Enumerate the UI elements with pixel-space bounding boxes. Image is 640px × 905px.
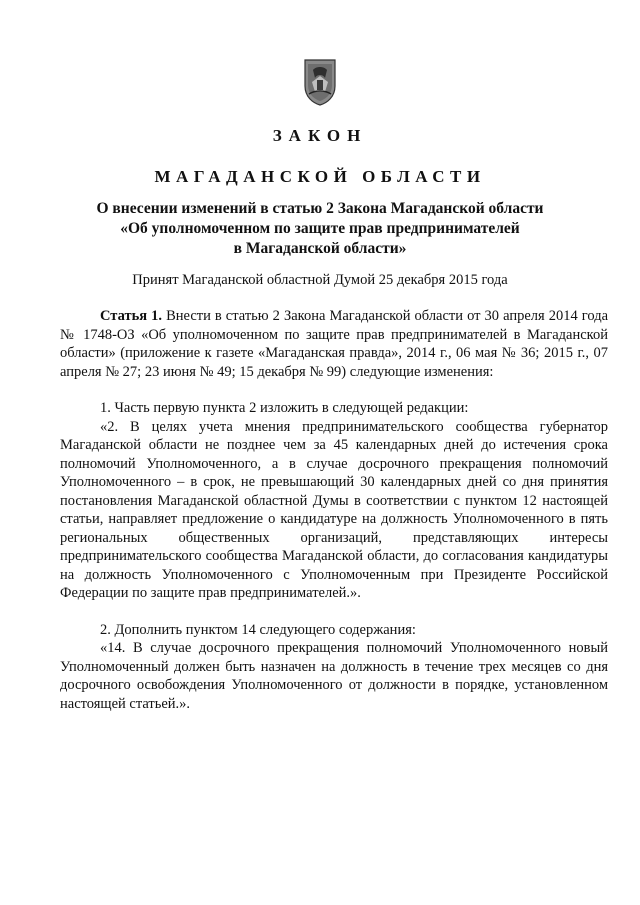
law-heading: ЗАКОН xyxy=(272,126,368,145)
region-heading: МАГАДАНСКОЙ ОБЛАСТИ xyxy=(154,167,486,186)
item-2-text: «14. В случае досрочного прекращения полномочий Уполномоченного новый Уполномоченный должен быть назначен на должность в течение трех месяцев со дня досрочного освобождения Уполномоченного от должности в порядке, установленном настоящей статьей.». xyxy=(60,640,608,712)
coat-of-arms-icon xyxy=(303,58,337,106)
title-line: О внесении изменений в статью 2 Закона Магаданской области xyxy=(96,200,544,217)
article-1-label: Статья 1. xyxy=(100,308,163,324)
title-line: в Магаданской области» xyxy=(233,240,407,257)
item-1-text: «2. В целях учета мнения предпринимательского сообщества губернатор Магаданской области не позднее чем за 45 календарных дней до истечения срока полномочий Уполномоченного, а в случае досрочного прекращения полномочий Уполномоченного – в срок, не превышающий 30 календарных дней со дня принятия постановления Магаданской областной Думы в соответствии с пунктом 12 настоящей статьи, направляет предложение о кандидатуре на должность Уполномоченного в пять региональных общественных организаций, представляющих интересы предпринимательского сообщества Магаданской области, до согласования кандидатуры на должность Уполномоченного с Уполномоченным при Президенте Российской Федерации по защите прав предпринимателей.». xyxy=(60,418,608,601)
article-1-intro-text: Внести в статью 2 Закона Магаданской области от 30 апреля 2014 года № 1748-ОЗ «Об уполномоченном по защите прав предпринимателей в Магаданской области» (приложение к газете «Магаданская правда», 2014 г., 06 мая № 36; 2015 г., 07 апреля № 27; 23 июня № 49; 15 декабря № 99) следующие изменения: xyxy=(60,308,609,380)
title-line: «Об уполномоченном по защите прав предпринимателей xyxy=(120,220,520,237)
item-1-heading: 1. Часть первую пункта 2 изложить в следующей редакции: xyxy=(100,400,469,416)
adoption-date: Принят Магаданской областной Думой 25 декабря 2015 года xyxy=(132,272,508,288)
item-2-heading: 2. Дополнить пунктом 14 следующего содержания: xyxy=(100,621,416,638)
article-1-intro xyxy=(60,307,608,381)
law-title xyxy=(0,199,640,259)
article-1 xyxy=(60,307,608,713)
